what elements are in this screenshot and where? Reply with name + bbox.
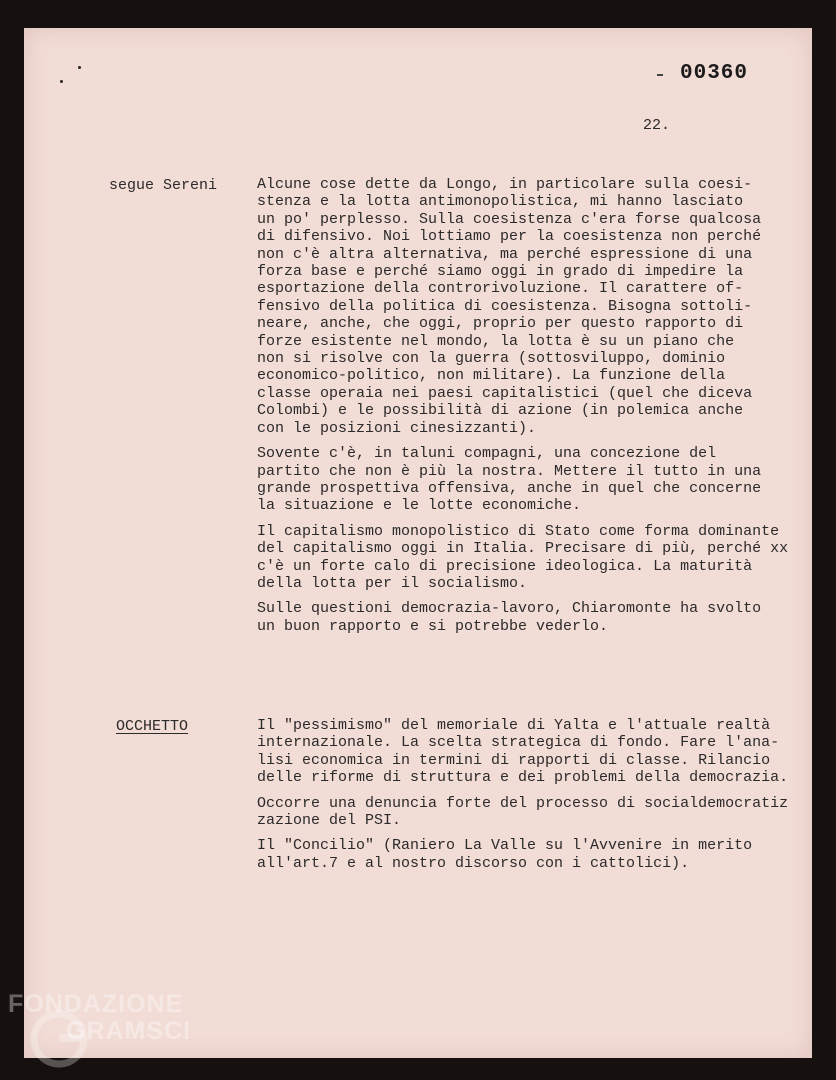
- text-line: non c'è altra alternativa, ma perché espressione di una: [257, 245, 753, 263]
- paragraph: [257, 445, 812, 515]
- speech-body: [257, 176, 812, 643]
- text-line: delle riforme di struttura e dei problemi della democrazia.: [257, 769, 789, 787]
- paragraph: [257, 600, 812, 635]
- margin-mark: [78, 66, 81, 69]
- doc-number-dash: [657, 74, 663, 76]
- text-line: forze esistente nel mondo, la lotta è su un piano che: [257, 332, 735, 350]
- paragraph: [257, 523, 812, 593]
- text-line: di difensivo. Noi lottiamo per la coesistenza non perché: [257, 228, 762, 246]
- text-line: esportazione della controrivoluzione. Il carattere of-: [257, 280, 744, 298]
- text-line: classe operaia nei paesi capitalistici (quel che diceva: [257, 384, 753, 402]
- text-line: forza base e perché siamo oggi in grado di impedire la: [257, 263, 744, 281]
- text-line: la situazione e le lotte economiche.: [257, 497, 582, 515]
- text-line: stenza e la lotta antimonopolistica, mi hanno lasciato: [257, 193, 744, 211]
- text-line: lisi economica in termini di rapporti di classe. Rilancio: [257, 751, 771, 769]
- text-line: della lotta per il socialismo.: [257, 574, 528, 592]
- text-line: grande prospettiva offensiva, anche in quel che concerne: [257, 479, 762, 497]
- text-line: Il "pessimismo" del memoriale di Yalta e l'attuale realtà: [257, 717, 771, 734]
- margin-mark: [60, 80, 63, 83]
- speech-body: [257, 717, 812, 880]
- text-line: Alcune cose dette da Longo, in particolare sulla coesi-: [257, 176, 753, 193]
- watermark-line-1: FONDAZIONE: [8, 990, 184, 1018]
- watermark: [8, 990, 191, 1046]
- text-line: zazione del PSI.: [257, 812, 402, 830]
- paragraph: [257, 717, 812, 787]
- text-line: con le posizioni cinesizzanti).: [257, 419, 537, 437]
- text-line: all'art.7 e al nostro discorso con i cattolici).: [257, 854, 690, 872]
- text-line: neare, anche, che oggi, proprio per questo rapporto di: [257, 315, 744, 333]
- text-line: del capitalismo oggi in Italia. Precisare di più, perché xx: [257, 540, 789, 558]
- paragraph: [257, 795, 812, 830]
- text-line: Il capitalismo monopolistico di Stato come forma dominante: [257, 522, 780, 540]
- watermark-line-2: GRAMSCI: [66, 1017, 192, 1045]
- paragraph: [257, 837, 812, 872]
- text-line: partito che non è più la nostra. Mettere il tutto in una: [257, 462, 762, 480]
- text-line: Sovente c'è, in taluni compagni, una concezione del: [257, 445, 717, 463]
- text-line: Colombi) e le possibilità di azione (in polemica anche: [257, 402, 744, 420]
- text-line: un buon rapporto e si potrebbe vederlo.: [257, 617, 609, 635]
- text-line: non si risolve con la guerra (sottosviluppo, dominio: [257, 350, 726, 368]
- archive-number: 00360: [680, 62, 749, 85]
- speaker-label: OCCHETTO: [116, 718, 189, 735]
- text-line: internazionale. La scelta strategica di fondo. Fare l'ana-: [257, 734, 780, 752]
- page-number: 22.: [643, 117, 671, 134]
- paragraph: [257, 176, 812, 437]
- text-line: c'è un forte calo di precisione ideologica. La maturità: [257, 557, 753, 575]
- text-line: Il "Concilio" (Raniero La Valle su l'Avvenire in merito: [257, 837, 753, 855]
- text-line: Sulle questioni democrazia-lavoro, Chiaromonte ha svolto: [257, 600, 762, 618]
- text-line: fensivo della politica di coesistenza. Bisogna sottoli-: [257, 297, 753, 315]
- text-line: economico-politico, non militare). La funzione della: [257, 367, 726, 385]
- text-line: un po' perplesso. Sulla coesistenza c'era forse qualcosa: [257, 210, 762, 228]
- text-line: Occorre una denuncia forte del processo di socialdemocratiz: [257, 794, 789, 812]
- speaker-label: segue Sereni: [109, 177, 218, 194]
